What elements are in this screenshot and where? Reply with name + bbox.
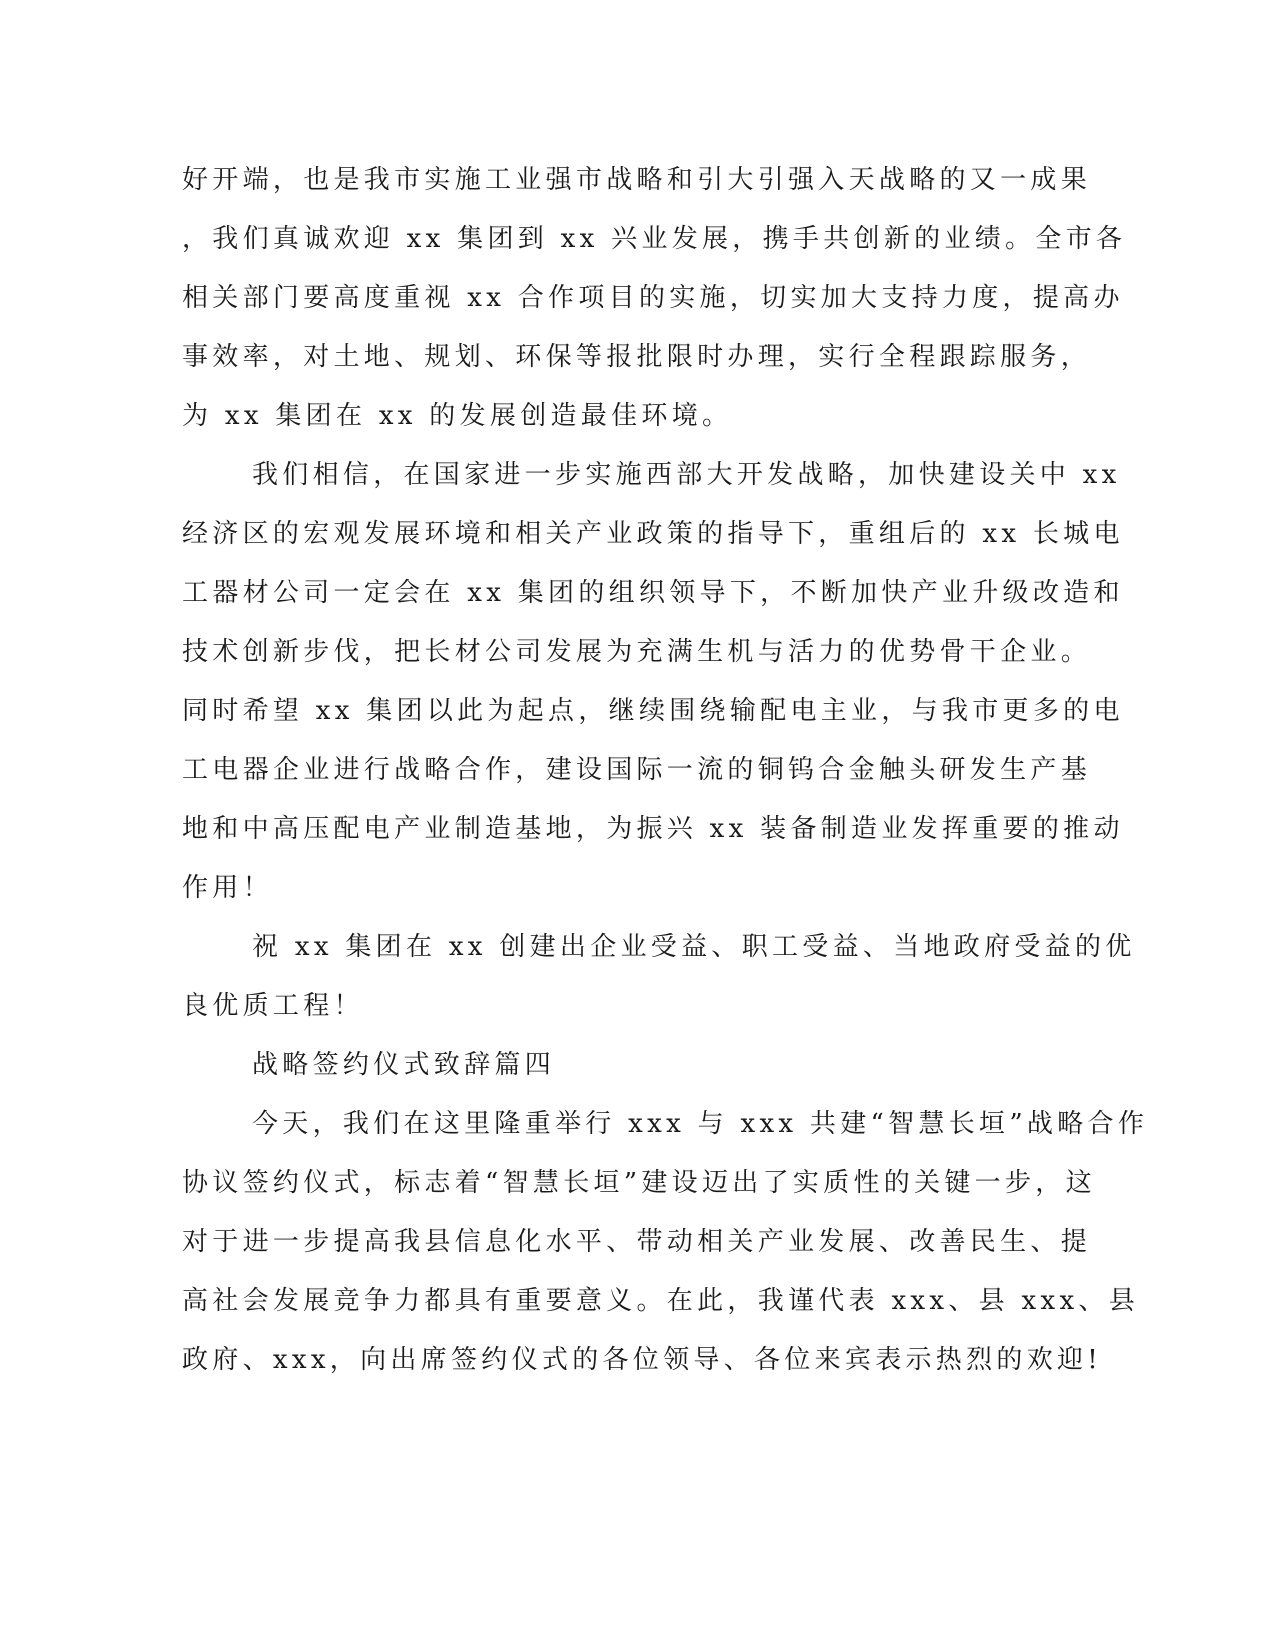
text-line: 对于进一步提高我县信息化水平、带动相关产业发展、改善民生、提 [182,1227,1092,1257]
text-line: 为 xx 集团在 xx 的发展创造最佳环境。 [182,401,733,431]
text-line: ，我们真诚欢迎 xx 集团到 xx 兴业发展，携手共创新的业绩。全市各 [182,224,1127,254]
text-line: 良优质工程！ [182,991,364,1021]
text-line: 政府、xxx，向出席签约仪式的各位领导、各位来宾表示热烈的欢迎! [182,1345,1103,1375]
text-line: 地和中高压配电产业制造基地，为振兴 xx 装备制造业发挥重要的推动 [182,814,1124,844]
paragraph-start-line: 我们相信，在国家进一步实施西部大开发战略，加快建设关中 xx [252,460,1121,490]
section-heading: 战略签约仪式致辞篇四 [252,1050,556,1080]
text-line: 经济区的宏观发展环境和相关产业政策的指导下，重组后的 xx 长城电 [182,519,1124,549]
text-line: 相关部门要高度重视 xx 合作项目的实施，切实加大支持力度，提高办 [182,283,1124,313]
text-line: 同时希望 xx 集团以此为起点，继续围绕输配电主业，与我市更多的电 [182,696,1124,726]
paragraph-start-line: 今天，我们在这里隆重举行 xxx 与 xxx 共建“智慧长垣”战略合作 [252,1109,1149,1139]
text-line: 好开端，也是我市实施工业强市战略和引大引强入天战略的又一成果 [182,165,1092,195]
text-line: 工电器企业进行战略合作，建设国际一流的铜钨合金触头研发生产基 [182,755,1092,785]
paragraph-start-line: 祝 xx 集团在 xx 创建出企业受益、职工受益、当地政府受益的优 [252,932,1136,962]
text-line: 工器材公司一定会在 xx 集团的组织领导下，不断加快产业升级改造和 [182,578,1124,608]
text-line: 协议签约仪式，标志着“智慧长垣”建设迈出了实质性的关键一步，这 [182,1168,1096,1198]
text-line: 技术创新步伐，把长材公司发展为充满生机与活力的优势骨干企业。 [182,637,1092,667]
text-line: 作用！ [182,873,273,903]
text-line: 事效率，对土地、规划、环保等报批限时办理，实行全程跟踪服务， [182,342,1092,372]
text-line: 高社会发展竞争力都具有重要意义。在此，我谨代表 xxx、县 xxx、县 [182,1286,1140,1316]
